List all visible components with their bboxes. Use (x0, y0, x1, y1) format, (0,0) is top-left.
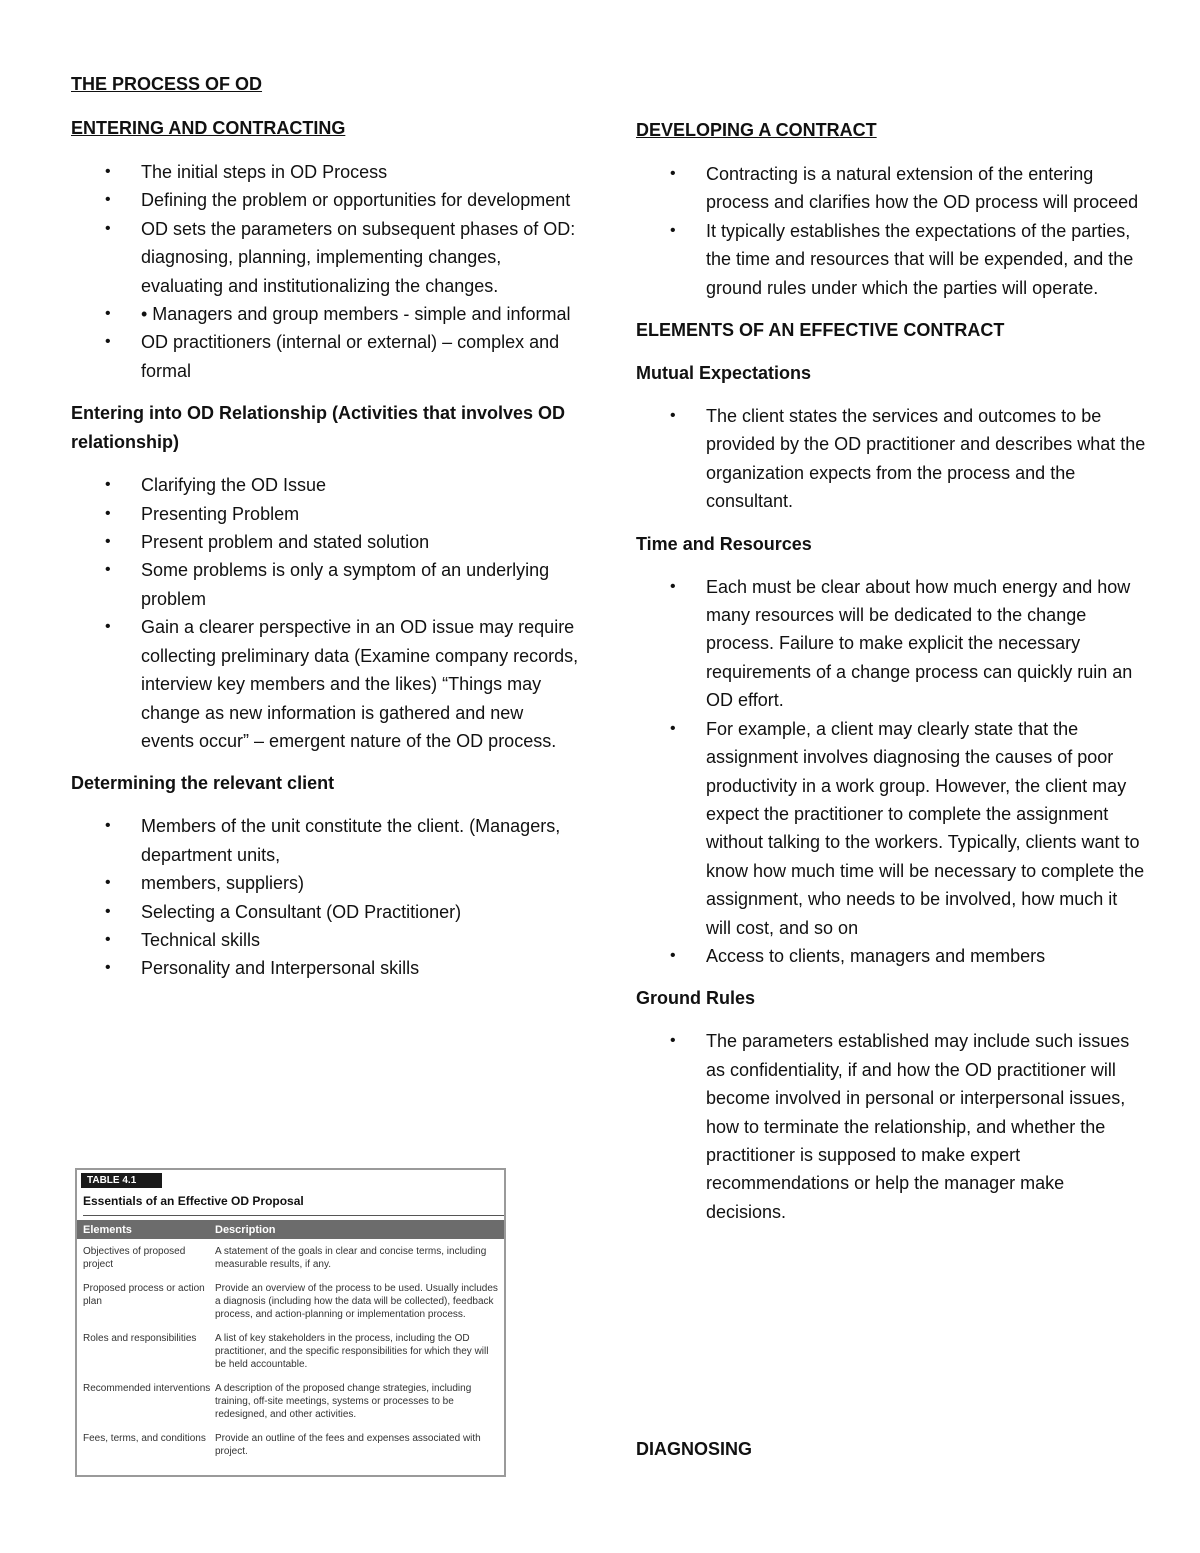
row-description: Provide an outline of the fees and expenses associated with project. (215, 1433, 481, 1457)
relationship-list (71, 471, 581, 755)
list-item: • OD practitioners (internal or external) – complex and formal (71, 328, 581, 385)
list-item: • Present problem and stated solution (71, 528, 581, 556)
list-item: • Gain a clearer perspective in an OD issue may require collecting preliminary data (Examine company records, interview key members and the likes) “Things may change as new information is gathered and new events occur” – emergent nature of the OD process. (71, 613, 581, 755)
list-item: • members, suppliers) (71, 869, 581, 897)
od-proposal-table (75, 1168, 506, 1477)
list-item: • Some problems is only a symptom of an underlying problem (71, 556, 581, 613)
row-element: Recommended interventions (83, 1383, 211, 1394)
heading-ground-rules: Ground Rules (636, 988, 756, 1009)
list-item: • Members of the unit constitute the client. (Managers, department units, (71, 812, 581, 869)
table-row (77, 1239, 504, 1276)
contract-list (636, 160, 1146, 302)
heading-elements-contract: ELEMENTS OF AN EFFECTIVE CONTRACT (636, 320, 1005, 341)
heading-entering-contracting: ENTERING AND CONTRACTING (71, 118, 346, 138)
list-item: • The client states the services and outcomes to be provided by the OD practitioner and describes what the organization expects from the process and the consultant. (636, 402, 1146, 516)
document-title: THE PROCESS OF OD (71, 74, 263, 94)
heading-relevant-client: Determining the relevant client (71, 773, 335, 794)
list-item: • Defining the problem or opportunities for development (71, 186, 581, 214)
heading-mutual-expectations: Mutual Expectations (636, 363, 812, 384)
heading-time-resources: Time and Resources (636, 533, 812, 554)
list-item: • Selecting a Consultant (OD Practitioner) (71, 898, 581, 926)
list-item: • Each must be clear about how much energy and how many resources will be dedicated to the change process. Failure to make explicit the necessary requirements of a change process can quickly ruin an OD effort. (636, 573, 1146, 715)
list-item: • Technical skills (71, 926, 581, 954)
row-description: A description of the proposed change strategies, including training, off-site meetings, systems or processes to be redesigned, and other activities. (215, 1383, 472, 1420)
table-row (77, 1376, 504, 1426)
row-element: Proposed process or action plan (83, 1283, 205, 1307)
table-label: TABLE 4.1 (81, 1173, 162, 1188)
entering-list (71, 158, 581, 385)
right-column (636, 116, 1146, 1240)
heading-diagnosing: DIAGNOSING (636, 1439, 753, 1459)
row-element: Objectives of proposed project (83, 1246, 186, 1270)
list-item: • The parameters established may include such issues as confidentiality, if and how the OD practitioner will become involved in personal or interpersonal issues, how to terminate the relationship, and whether the practitioner is supposed to make expert recommendations or help the manager make decisions. (636, 1027, 1146, 1226)
list-item: • It typically establishes the expectations of the parties, the time and resources that will be expended, and the ground rules under which the parties will operate. (636, 217, 1146, 302)
list-item: • The initial steps in OD Process (71, 158, 581, 186)
table-header (77, 1220, 504, 1239)
list-item: • Presenting Problem (71, 500, 581, 528)
list-item: • Clarifying the OD Issue (71, 471, 581, 499)
row-element: Fees, terms, and conditions (83, 1433, 206, 1444)
list-item: • For example, a client may clearly state that the assignment involves diagnosing the causes of poor productivity in a work group. However, the client may expect the practitioner to complete the assignment without talking to the workers. Typically, clients want to know how much time will be necessary to complete the assignment, who needs to be involved, how much it will cost, and so on (636, 715, 1146, 942)
list-item: • Personality and Interpersonal skills (71, 954, 581, 982)
left-column (71, 70, 581, 997)
list-item: • Access to clients, managers and members (636, 942, 1146, 970)
list-item: • Contracting is a natural extension of the entering process and clarifies how the OD process will proceed (636, 160, 1146, 217)
row-description: Provide an overview of the process to be used. Usually includes a diagnosis (including how the data will be collected), feedback process, and action-planning or implementation process. (215, 1283, 498, 1320)
table-row (77, 1326, 504, 1376)
header-elements: Elements (83, 1223, 132, 1236)
list-item: • • Managers and group members - simple and informal (71, 300, 581, 328)
table-row (77, 1276, 504, 1326)
table-title: Essentials of an Effective OD Proposal (83, 1194, 504, 1216)
client-list (71, 812, 581, 982)
heading-entering-relationship: Entering into OD Relationship (Activities that involves OD relationship) (71, 403, 566, 453)
mutual-list (636, 402, 1146, 516)
row-description: A list of key stakeholders in the process, including the OD practitioner, and the specific responsibilities for which they will be held accountable. (215, 1333, 489, 1370)
header-description: Description (215, 1223, 276, 1236)
heading-developing-contract: DEVELOPING A CONTRACT (636, 120, 877, 140)
list-item: • OD sets the parameters on subsequent phases of OD: diagnosing, planning, implementing changes, evaluating and institutionalizing the changes. (71, 215, 581, 300)
row-element: Roles and responsibilities (83, 1333, 197, 1344)
table-row (77, 1426, 504, 1463)
time-list (636, 573, 1146, 971)
row-description: A statement of the goals in clear and concise terms, including measurable results, if any. (215, 1246, 487, 1270)
ground-list (636, 1027, 1146, 1226)
